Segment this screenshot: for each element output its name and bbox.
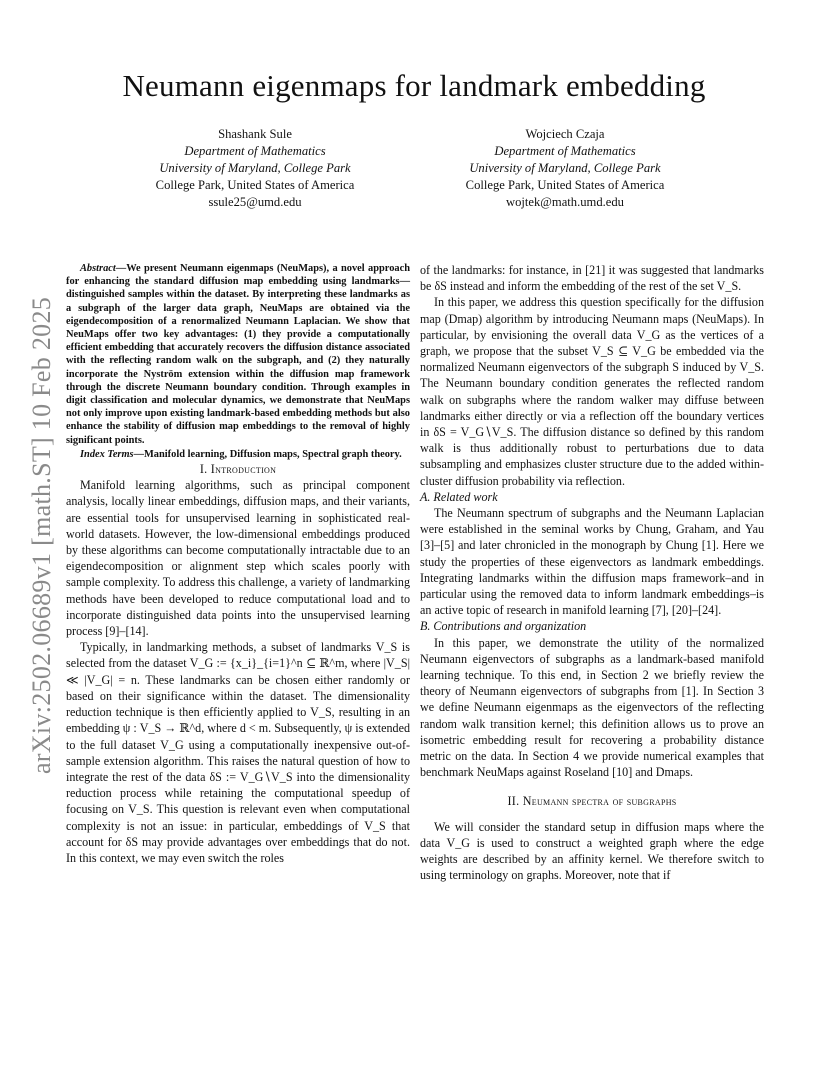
left-column: [66, 262, 410, 866]
contributions-paragraph: In this paper, we demonstrate the utility of the normalized Neumann eigenvectors of subgraphs as a landmark-based manifold learning technique. To this end, in Section 2 we briefly review the theory of Neumann eigenvectors of subgraphs from [1]. In Section 3 we define Neumann eigenmaps as the eigenvectors of the reflecting random walk transition kernel; this definition allows us to prove an isometric embedding result for recovering a probability distance metric on the data. In Section 4 we provide numerical examples that benchmark NeuMaps against Roseland [10] and Dmaps.: [420, 635, 764, 780]
author-block-2: [420, 126, 710, 211]
intro-continuation: of the landmarks: for instance, in [21] it was suggested that landmarks be δS instead and inform the embedding of the rest of the set V_S.: [420, 263, 764, 294]
author-email: ssule25@umd.edu: [208, 195, 302, 209]
intro-paragraph-3: In this paper, we address this question specifically for the diffusion map (Dmap) algorithm by introducing Neumann maps (NeuMaps). In particular, by envisioning the overall data V_G as the vertices of a graph, we propose that the subset V_S ⊆ V_G be embedded via the normalized Neumann eigenvectors of the subgraph S induced by V_S. The Neumann boundary condition generates the reflected random walk on subgraphs where the random walker may diffuse between landmarks either directly or via a reflection off the boundary vertices in δS = V_G∖V_S. The diffusion distance so defined by this random walk is thus additionally robust to perturbations due to data subsampling and emphasizes cluster structure due to the added within-cluster diffusion probability via reflection.: [420, 295, 764, 488]
section2-paragraph: We will consider the standard setup in diffusion maps where the data V_G is used to construct a weighted graph where the edge weights are described by an affinity kernel. We therefore switch to using terminology on graphs. Moreover, note that if: [420, 819, 764, 883]
abstract-text: —We present Neumann eigenmaps (NeuMaps), a novel approach for enhancing the standard diffusion map embedding using landmarks—distinguished samples within the dataset. By interpreting these landmarks as a subgraph of the larger data graph, NeuMaps are obtained via the eigendecomposition of a renormalized Neumann Laplacian. We show that NeuMaps offer two key advantages: (1) they provide a computationally efficient embedding that accurately recovers the diffusion distance associated with the reflecting random walk on the subgraph, and (2) they naturally incorporate the Nyström extension within the diffusion map framework through the discrete Neumann boundary condition. Through examples in digit classification and molecular dynamics, we demonstrate that NeuMaps not only improve upon existing landmark-based embedding methods but also enhance the stability of diffusion map embeddings to the removal of highly significant points.: [66, 263, 410, 446]
section-heading-introduction: I. Introduction: [199, 462, 277, 477]
index-terms: [66, 448, 410, 461]
paper-title: Neumann eigenmaps for landmark embedding: [122, 68, 706, 103]
author-block-1: [110, 126, 400, 211]
index-terms-label: Index Terms: [80, 448, 134, 460]
author-department: Department of Mathematics: [184, 144, 326, 158]
intro-paragraph-2: Typically, in landmarking methods, a subset of landmarks V_S is selected from the dataset V_G := {x_i}_{i=1}^n ⊆ ℝ^m, where |V_S| ≪ |V_G| = n. These landmarks can be chosen either randomly or based on their significance within the dataset. The dimensionality reduction technique is then efficiently applied to V_S, resulting in an embedding ψ : V_S → ℝ^d, where d < m. Subsequently, ψ is extended to the full dataset V_G using a computationally inexpensive out-of-sample extension algorithm. This raises the natural question of how to integrate the rest of the data δS := V_G∖V_S into the dimensionality reduction process while retaining the computational speedup of focusing on V_S. This question is relevant even when computational complexity is not an issue: in particular, embeddings of V_S that account for δS may provide advantages over embeddings that do not. In this context, we may even switch the roles: [66, 640, 410, 865]
index-terms-text: —Manifold learning, Diffusion maps, Spectral graph theory.: [133, 448, 402, 460]
arxiv-identifier: [22, 278, 56, 778]
arxiv-identifier-text: arXiv:2502.06689v1 [math.ST] 10 Feb 2025: [27, 296, 56, 774]
abstract: [66, 262, 410, 447]
author-university: University of Maryland, College Park: [159, 161, 351, 175]
author-email: wojtek@math.umd.edu: [506, 195, 624, 209]
section-heading-neumann-spectra: II. Neumann spectra of subgraphs: [507, 793, 677, 808]
author-department: Department of Mathematics: [494, 144, 636, 158]
author-location: College Park, United States of America: [155, 178, 355, 192]
author-location: College Park, United States of America: [465, 178, 665, 192]
abstract-label: Abstract: [80, 263, 116, 274]
related-work-paragraph: The Neumann spectrum of subgraphs and the Neumann Laplacian were established in the seminal works by Chung, Graham, and Yau [3]–[5] and later chronicled in the monograph by Chung [1]. Here we study the properties of these eigenvectors as landmark embeddings. Integrating landmarks within the diffusion maps framework–and in particular using the removed data to inform landmark embeddings–is an active topic of research in manifold learning [7], [20]–[24].: [420, 506, 764, 618]
intro-paragraph-1: Manifold learning algorithms, such as principal component analysis, locally linear embeddings, diffusion maps, and their variants, are essential tools for unsupervised learning in sophisticated real-world datasets. However, the low-dimensional embeddings produced by these algorithms can become computationally intractable due to an eigendecomposition or alignment step which scales poorly with sample complexity. To address this challenge, a variety of landmarking methods have been developed to reduce computational load and to incorporate distinguished data points into the unsupervised learning process [9]–[14].: [66, 478, 410, 639]
subsection-heading-contributions: B. Contributions and organization: [420, 619, 587, 634]
subsection-heading-related-work: A. Related work: [420, 489, 498, 504]
author-name: Shashank Sule: [218, 127, 292, 141]
right-column: [420, 262, 764, 884]
author-university: University of Maryland, College Park: [469, 161, 661, 175]
author-name: Wojciech Czaja: [525, 127, 605, 141]
